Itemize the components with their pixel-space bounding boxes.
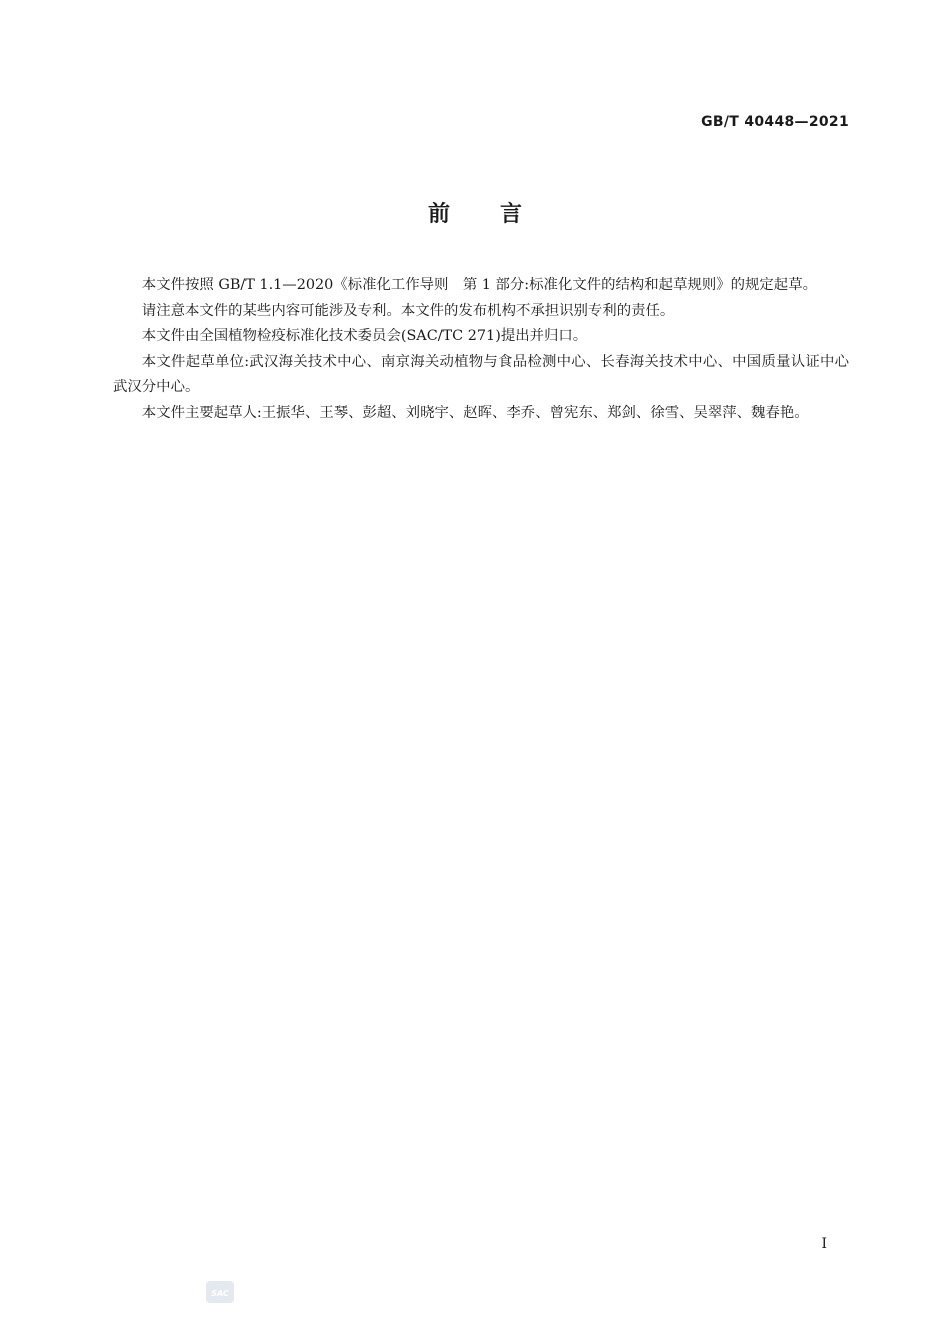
paragraph-patent-notice: 请注意本文件的某些内容可能涉及专利。本文件的发布机构不承担识别专利的责任。: [141, 302, 675, 319]
page-title: 前言: [427, 202, 572, 227]
sac-logo-icon: [206, 1281, 234, 1303]
paragraph-drafting-units: 本文件起草单位:武汉海关技术中心、南京海关动植物与食品检测中心、长春海关技术中心、中国质量认证中心武汉分中心。: [113, 353, 849, 395]
page-number: I: [821, 1236, 827, 1252]
standard-number: GB/T 40448—2021: [701, 114, 849, 130]
paragraph-drafters: 本文件主要起草人:王振华、王琴、彭超、刘晓宇、赵晖、李乔、曾宪东、郑剑、徐雪、吴翠萍、魏春艳。: [141, 404, 809, 421]
sac-logo-text: SAC: [211, 1289, 229, 1298]
paragraph-drafting-rule: 本文件按照 GB/T 1.1—2020《标准化工作导则 第 1 部分:标准化文件的结构和起草规则》的规定起草。: [141, 277, 817, 293]
foreword-body: [113, 273, 849, 426]
paragraph-proposer: 本文件由全国植物检疫标准化技术委员会(SAC/TC 271)提出并归口。: [141, 328, 588, 344]
